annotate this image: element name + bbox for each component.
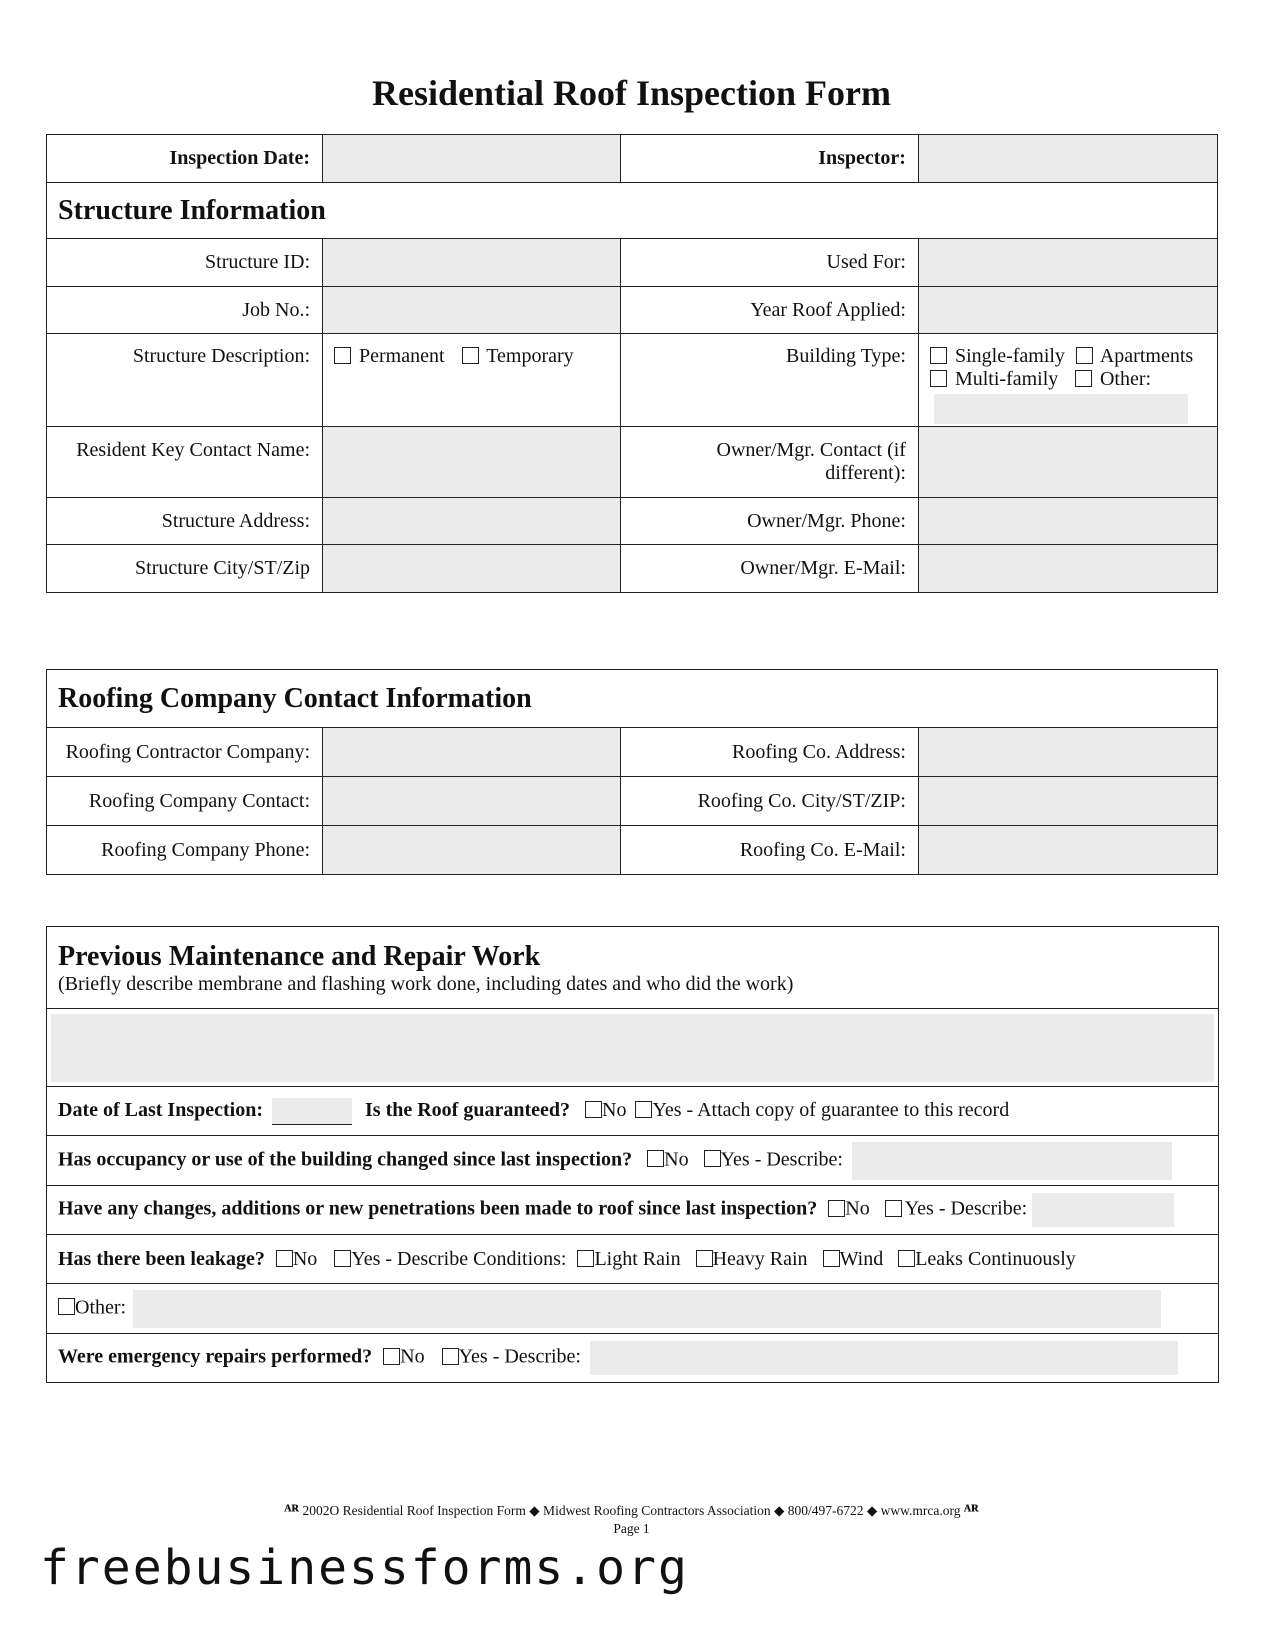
other-type-checkbox[interactable]: [1075, 370, 1092, 387]
roofing-phone-label: Roofing Company Phone:: [47, 826, 323, 875]
roofing-phone-field[interactable]: [323, 826, 621, 875]
changes-yes-checkbox[interactable]: [885, 1200, 902, 1217]
other-type-field[interactable]: [934, 394, 1188, 424]
leaks-continuously-checkbox[interactable]: [898, 1250, 915, 1267]
mrca-logo-icon: ᴬᴿ: [963, 1501, 979, 1520]
guaranteed-yes-checkbox[interactable]: [635, 1101, 652, 1118]
guaranteed-question: Is the Roof guaranteed?: [365, 1098, 570, 1121]
building-type-label: Building Type:: [620, 334, 918, 427]
leakage-question: Has there been leakage?: [58, 1247, 265, 1270]
roofing-city-field[interactable]: [918, 777, 1217, 826]
maintenance-subheading: (Briefly describe membrane and flashing work done, including dates and who did the work): [58, 972, 794, 995]
emergency-no-checkbox[interactable]: [383, 1348, 400, 1365]
last-inspection-row: [47, 1087, 1219, 1136]
roofing-company-field[interactable]: [323, 728, 621, 777]
inspector-field[interactable]: [918, 135, 1217, 183]
roofing-contact-field[interactable]: [323, 777, 621, 826]
roofing-contact-label: Roofing Company Contact:: [47, 777, 323, 826]
single-family-checkbox[interactable]: [930, 347, 947, 364]
occupancy-no-label: No: [664, 1148, 689, 1171]
used-for-label: Used For:: [620, 239, 918, 287]
year-roof-field[interactable]: [918, 287, 1217, 334]
structure-heading: Structure Information: [47, 183, 1218, 239]
wind-checkbox[interactable]: [823, 1250, 840, 1267]
owner-contact-label: [620, 427, 918, 498]
leak-other-field[interactable]: [133, 1290, 1161, 1328]
structure-city-field[interactable]: [323, 545, 621, 593]
structure-address-field[interactable]: [323, 498, 621, 545]
maintenance-table: [46, 926, 1219, 1383]
page-number: Page 1: [613, 1521, 650, 1536]
other-type-label: Other:: [1099, 368, 1152, 390]
roofing-city-label: Roofing Co. City/ST/ZIP:: [620, 777, 918, 826]
leaks-continuously-label: Leaks Continuously: [915, 1247, 1076, 1270]
resident-contact-field[interactable]: [323, 427, 621, 498]
occupancy-row: [47, 1136, 1219, 1186]
footer: [0, 1502, 1263, 1538]
leakage-no-label: No: [292, 1247, 318, 1270]
changes-question: Have any changes, additions or new penetrations been made to roof since last inspection?: [58, 1197, 818, 1220]
heavy-rain-label: Heavy Rain: [712, 1247, 808, 1270]
emergency-describe-field[interactable]: [590, 1341, 1178, 1375]
changes-no-label: No: [845, 1197, 870, 1220]
temporary-checkbox[interactable]: [462, 347, 479, 364]
owner-contact-field[interactable]: [918, 427, 1217, 498]
last-inspection-label: Date of Last Inspection:: [58, 1098, 263, 1121]
temporary-label: Temporary: [486, 345, 574, 367]
leakage-no-checkbox[interactable]: [276, 1250, 293, 1267]
occupancy-yes-label: Yes - Describe:: [720, 1148, 843, 1171]
watermark: freebusinessforms.org: [40, 1540, 689, 1596]
roofing-company-label: Roofing Contractor Company:: [47, 728, 323, 777]
structure-city-label: Structure City/ST/Zip: [47, 545, 323, 593]
owner-phone-label: Owner/Mgr. Phone:: [620, 498, 918, 545]
emergency-yes-label: Yes - Describe:: [458, 1345, 581, 1368]
owner-phone-field[interactable]: [918, 498, 1217, 545]
inspector-label: Inspector:: [620, 135, 918, 183]
building-type-options: [918, 334, 1217, 427]
owner-contact-label-text: Owner/Mgr. Contact (if different):: [716, 439, 906, 484]
maintenance-description-cell: [47, 1009, 1219, 1087]
changes-describe-field[interactable]: [1032, 1193, 1174, 1227]
guaranteed-no-label: No: [602, 1098, 627, 1121]
guaranteed-yes-label: Yes - Attach copy of guarantee to this record: [652, 1098, 1010, 1121]
maintenance-header: [47, 927, 1219, 1009]
emergency-row: [47, 1334, 1219, 1383]
single-family-label: Single-family: [954, 345, 1065, 367]
structure-description-options: [323, 334, 621, 427]
occupancy-describe-field[interactable]: [852, 1142, 1172, 1180]
multi-family-label: Multi-family: [954, 368, 1059, 390]
leak-other-checkbox[interactable]: [58, 1298, 75, 1315]
roofing-company-table: [46, 669, 1218, 875]
roofing-address-label: Roofing Co. Address:: [620, 728, 918, 777]
emergency-question: Were emergency repairs performed?: [58, 1345, 373, 1368]
inspection-date-label: Inspection Date:: [47, 135, 323, 183]
structure-id-label: Structure ID:: [47, 239, 323, 287]
roofing-address-field[interactable]: [918, 728, 1217, 777]
leak-other-label: Other:: [75, 1296, 127, 1319]
roofing-email-field[interactable]: [918, 826, 1217, 875]
guaranteed-no-checkbox[interactable]: [585, 1101, 602, 1118]
heavy-rain-checkbox[interactable]: [696, 1250, 713, 1267]
mrca-logo-icon: ᴬᴿ: [284, 1501, 300, 1520]
light-rain-checkbox[interactable]: [577, 1250, 594, 1267]
occupancy-yes-checkbox[interactable]: [704, 1150, 721, 1167]
roofing-heading: Roofing Company Contact Information: [47, 670, 1218, 728]
multi-family-checkbox[interactable]: [930, 370, 947, 387]
light-rain-label: Light Rain: [594, 1247, 681, 1270]
occupancy-question: Has occupancy or use of the building changed since last inspection?: [58, 1148, 633, 1171]
job-no-field[interactable]: [323, 287, 621, 334]
owner-email-field[interactable]: [918, 545, 1217, 593]
roofing-email-label: Roofing Co. E-Mail:: [620, 826, 918, 875]
form-title: Residential Roof Inspection Form: [372, 73, 891, 113]
emergency-no-label: No: [400, 1345, 425, 1368]
structure-id-field[interactable]: [323, 239, 621, 287]
leakage-row: [47, 1235, 1219, 1284]
leakage-yes-label: Yes - Describe Conditions:: [351, 1247, 567, 1270]
apartments-label: Apartments: [1099, 345, 1194, 367]
resident-contact-label: Resident Key Contact Name:: [47, 427, 323, 498]
footer-text: 2002O Residential Roof Inspection Form ◆ Midwest Roofing Contractors Association ◆ 800/497-6722 ◆ www.mrca.org: [302, 1503, 961, 1518]
year-roof-label: Year Roof Applied:: [620, 287, 918, 334]
structure-address-label: Structure Address:: [47, 498, 323, 545]
last-inspection-field[interactable]: [272, 1098, 352, 1125]
other-row: [47, 1284, 1219, 1334]
owner-email-label: Owner/Mgr. E-Mail:: [620, 545, 918, 593]
structure-description-label: Structure Description:: [47, 334, 323, 427]
maintenance-description-field[interactable]: [51, 1014, 1214, 1082]
changes-no-checkbox[interactable]: [828, 1200, 845, 1217]
occupancy-no-checkbox[interactable]: [647, 1150, 664, 1167]
leakage-yes-checkbox[interactable]: [334, 1250, 351, 1267]
inspection-date-field[interactable]: [323, 135, 621, 183]
used-for-field[interactable]: [918, 239, 1217, 287]
permanent-label: Permanent: [359, 345, 445, 367]
permanent-checkbox[interactable]: [334, 347, 351, 364]
emergency-yes-checkbox[interactable]: [442, 1348, 459, 1365]
wind-label: Wind: [839, 1247, 884, 1270]
structure-info-table: [46, 134, 1218, 593]
job-no-label: Job No.:: [47, 287, 323, 334]
maintenance-heading: Previous Maintenance and Repair Work: [58, 940, 541, 972]
apartments-checkbox[interactable]: [1076, 347, 1093, 364]
changes-yes-label: Yes - Describe:: [904, 1197, 1028, 1220]
changes-row: [47, 1186, 1219, 1235]
